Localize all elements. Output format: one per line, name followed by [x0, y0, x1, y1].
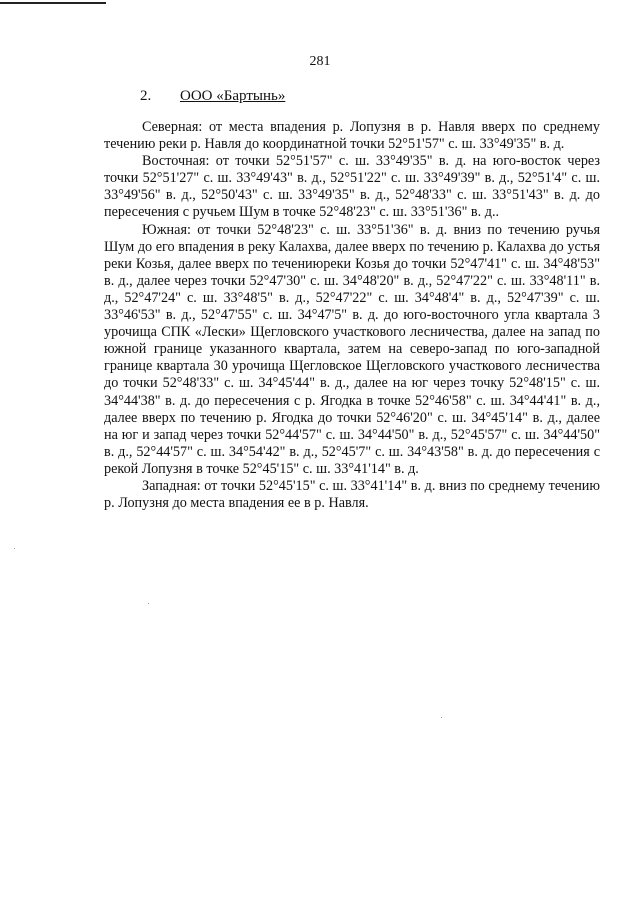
paragraph-west-boundary: Западная: от точки 52°45'15" с. ш. 33°41'14" в. д. вниз по среднему течению р. Лопузня до места впадения ее в р. Навля.	[104, 477, 600, 512]
document-body	[104, 119, 600, 512]
paragraph-east-boundary: Восточная: от точки 52°51'57" с. ш. 33°49'35" в. д. на юго-восток через точки 52°51'27" с. ш. 33°49'43" в. д., 52°51'22" с. ш. 33°49'39" в. д., 52°51'4" с. ш. 33°49'56" в. д., 52°50'43" с. ш. 33°49'35" в. д., 52°48'33" с. ш. 33°51'43" в. д. до пересечения с ручьем Шум в точке 52°48'23" с. ш. 33°51'36" в. д..	[104, 153, 600, 221]
scan-speck	[441, 717, 442, 718]
top-edge-rule	[0, 2, 106, 4]
section-heading	[140, 88, 285, 105]
page-number: 281	[309, 54, 331, 69]
scan-speck	[14, 548, 15, 549]
section-title: ООО «Бартынь»	[180, 88, 286, 104]
paragraph-south-boundary: Южная: от точки 52°48'23" с. ш. 33°51'36" в. д. вниз по течению ручья Шум до его впадения в реку Калахва, далее вверх по течению р. Калахва до устья реки Козья, далее вверх по течениюреки Козья до точки 52°47'41" с. ш. 34°48'53" в. д., далее через точки 52°47'30" с. ш. 34°48'20" в. д., 52°47'22" с. ш. 33°48'11" в. д., 52°47'24" с. ш. 33°48'5" в. д., 52°47'22" с. ш. 34°48'4" в. д., 52°47'39" с. ш. 33°46'53" в. д., 52°47'55" с. ш. 34°47'5" в. д. до юго-восточного угла квартала 3 урочища СПК «Лески» Щегловского участкового лесничества, далее на запад по южной границе указанного квартала, затем на северо-запад по юго-западной границе квартала 30 урочища Щегловское Щегловского участкового лесничества до точки 52°48'33" с. ш. 34°45'44" в. д., далее на юг через точку 52°48'15" с. ш. 34°44'38" в. д. до пересечения с р. Ягодка в точке 52°46'58" с. ш. 34°44'41" в. д., далее вверх по течению р. Ягодка до точки 52°46'20" с. ш. 34°45'14" в. д., далее на юг и запад через точки 52°44'57" с. ш. 34°44'50" в. д., 52°45'57" с. ш. 34°44'50" в. д., 52°44'57" с. ш. 34°54'42" в. д., 52°45'7" с. ш. 34°43'58" в. д. до пересечения с рекой Лопузня в точке 52°45'15" с. ш. 33°41'14" в. д.	[104, 221, 600, 477]
paragraph-north-boundary: Северная: от места впадения р. Лопузня в р. Навля вверх по среднему течению реки р. Навля до координатной точки 52°51'57" с. ш. 33°49'35" в. д.	[104, 119, 600, 153]
scan-speck	[148, 603, 149, 604]
section-number: 2.	[140, 88, 152, 104]
